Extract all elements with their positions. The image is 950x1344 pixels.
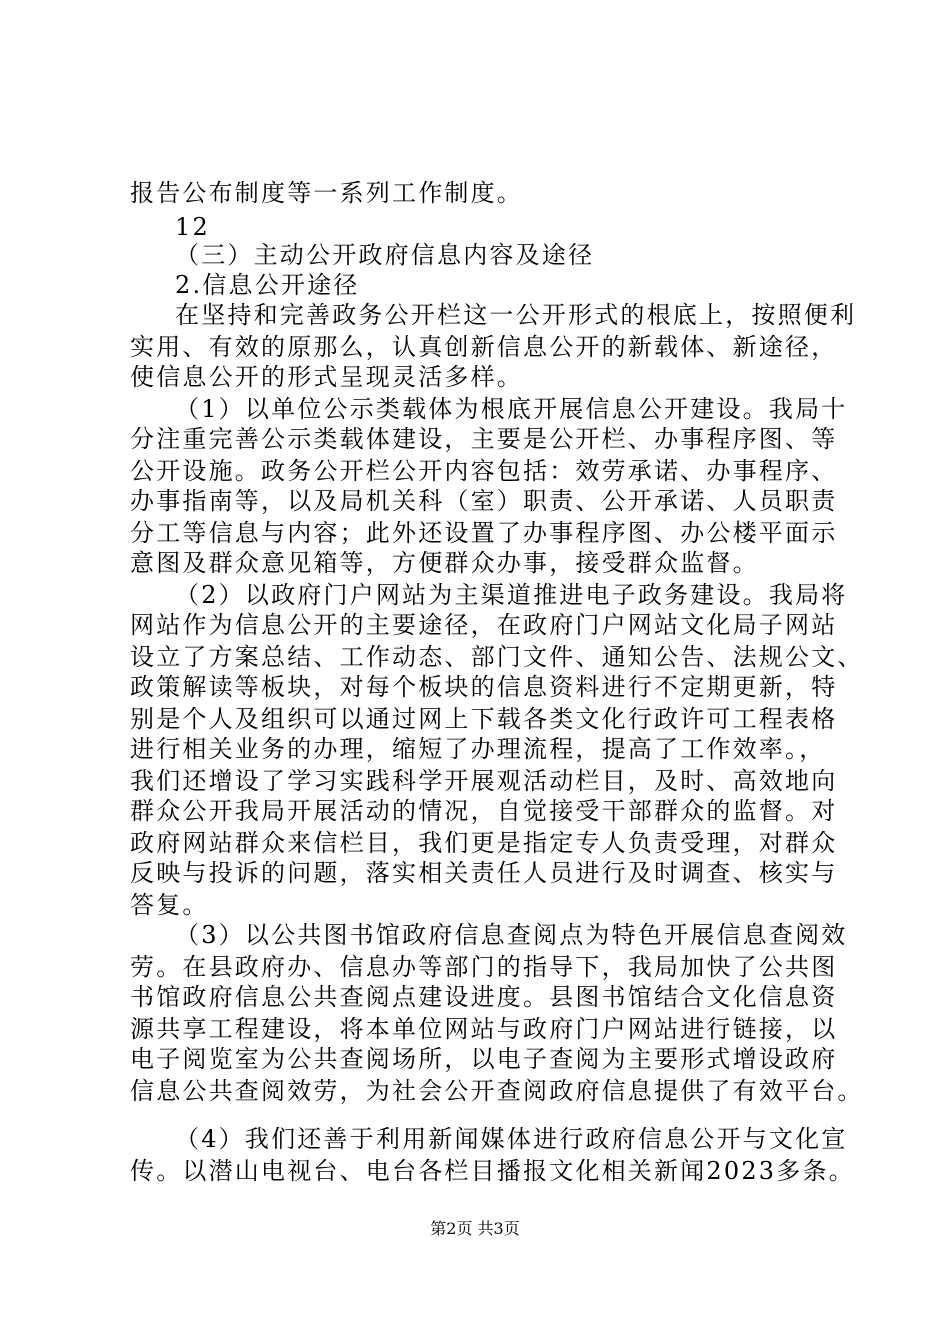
section-heading: （三）主动公开政府信息内容及途径 xyxy=(175,241,595,269)
text-line: 电子阅览室为公共查阅场所，以电子查阅为主要形式增设政府 xyxy=(130,1045,838,1073)
page-number-inline: 12 xyxy=(175,213,210,241)
text-line: 我们还增设了学习实践科学开展观活动栏目，及时、高效地向 xyxy=(130,767,838,795)
text-line: 信息公共查阅效劳，为社会公开查阅政府信息提供了有效平台。 xyxy=(130,1077,864,1105)
text-line: 源共享工程建设，将本单位网站与政府门户网站进行链接，以 xyxy=(130,1015,838,1043)
text-line: 答复。 xyxy=(130,891,209,919)
text-line: 报告公布制度等一系列工作制度。 xyxy=(130,179,523,207)
text-line: 书馆政府信息公共查阅点建设进度。县图书馆结合文化信息资 xyxy=(130,983,838,1011)
text-line: 别是个人及组织可以通过网上下载各类文化行政许可工程表格 xyxy=(130,705,838,733)
text-line: 使信息公开的形式呈现灵活多样。 xyxy=(130,363,523,391)
text-line: 政府网站群众来信栏目，我们更是指定专人负责受理，对群众 xyxy=(130,829,838,857)
page-footer: 第2页 共3页 xyxy=(430,1219,520,1238)
text-line: 传。以潜山电视台、电台各栏目播报文化相关新闻2023多条。 xyxy=(130,1157,855,1185)
text-line: 在坚持和完善政务公开栏这一公开形式的根底上，按照便利 xyxy=(175,301,857,329)
text-line: （3）以公共图书馆政府信息查阅点为特色开展信息查阅效 xyxy=(175,921,848,949)
text-line: （2）以政府门户网站为主渠道推进电子政务建设。我局将 xyxy=(175,581,848,609)
text-line: 公开设施。政务公开栏公开内容包括：效劳承诺、办事程序、 xyxy=(130,457,838,485)
text-line: （4）我们还善于利用新闻媒体进行政府信息公开与文化宣 xyxy=(175,1125,848,1153)
text-line: （1）以单位公示类载体为根底开展信息公开建设。我局十 xyxy=(175,395,848,423)
text-line: 政策解读等板块，对每个板块的信息资料进行不定期更新，特 xyxy=(130,673,838,701)
subsection-heading: 2.信息公开途径 xyxy=(175,271,360,299)
text-line: 群众公开我局开展活动的情况，自觉接受干部群众的监督。对 xyxy=(130,797,838,825)
text-line: 实用、有效的原那么，认真创新信息公开的新载体、新途径， xyxy=(130,333,838,361)
text-line: 设立了方案总结、工作动态、部门文件、通知公告、法规公文、 xyxy=(130,643,864,671)
text-line: 进行相关业务的办理，缩短了办理流程，提高了工作效率。， xyxy=(130,735,826,763)
text-line: 分注重完善公示类载体建设，主要是公开栏、办事程序图、等 xyxy=(130,425,838,453)
text-line: 办事指南等，以及局机关科（室）职责、公开承诺、人员职责 xyxy=(130,487,838,515)
text-line: 意图及群众意见箱等，方便群众办事，接受群众监督。 xyxy=(130,549,759,577)
text-line: 分工等信息与内容；此外还设置了办事程序图、办公楼平面示 xyxy=(130,519,838,547)
text-line: 反映与投诉的问题，落实相关责任人员进行及时调查、核实与 xyxy=(130,859,838,887)
text-line: 劳。在县政府办、信息办等部门的指导下，我局加快了公共图 xyxy=(130,953,838,981)
text-line: 网站作为信息公开的主要途径，在政府门户网站文化局子网站 xyxy=(130,611,838,639)
